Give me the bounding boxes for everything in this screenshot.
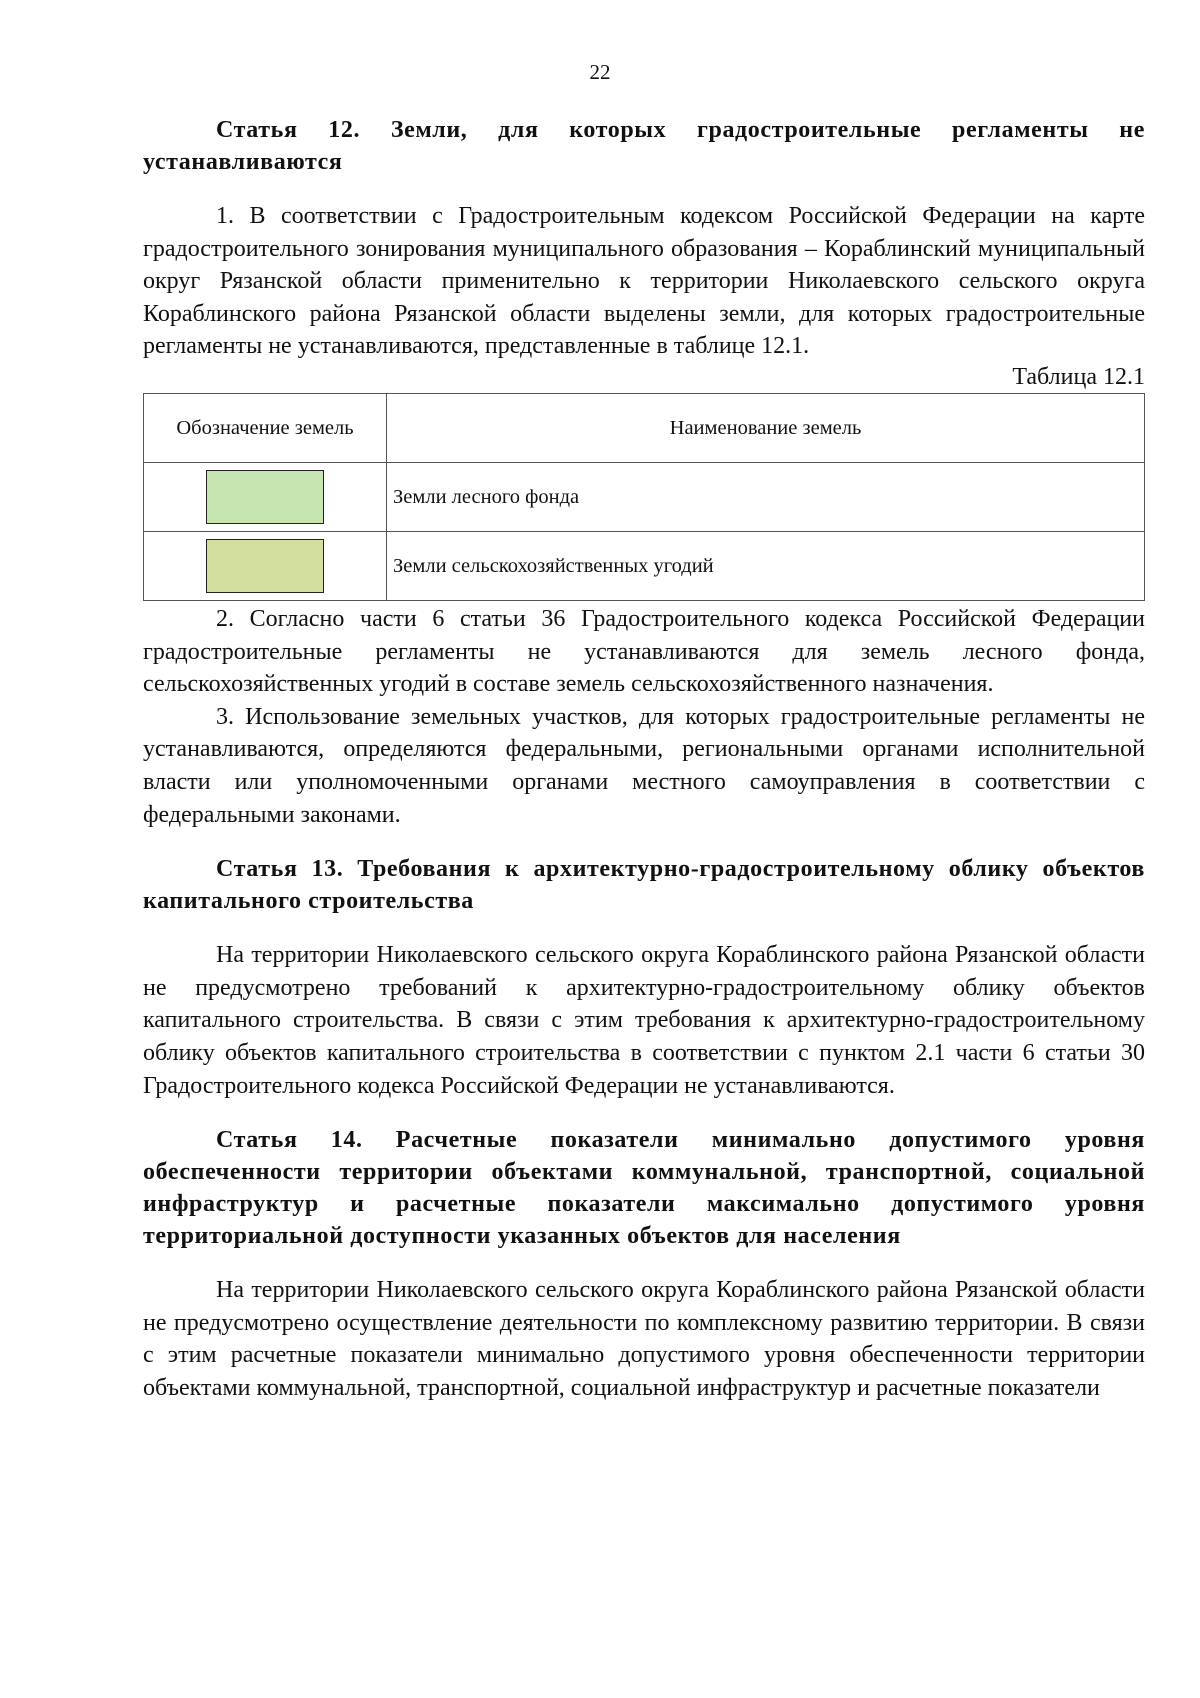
article-14-heading: Статья 14. Расчетные показатели минимально допустимого уровня обеспеченности территории объектами коммунальной, транспортной, социальной инфраструктур и расчетные показатели максимально допустимого уровня территориальной доступности указанных объектов для населения: [143, 1127, 1145, 1250]
symbol-cell: [144, 531, 387, 600]
symbol-cell: [144, 462, 387, 531]
article-13-paragraph: На территории Николаевского сельского округа Кораблинского района Рязанской области не предусмотрено требований к архитектурно-градостроительному облику объектов капитального строительства. В связи с этим требования к архитектурно-градостроительному облику объектов капитального строительства в соответствии с пунктом 2.1 части 6 статьи 30 Градостроительного кодекса Российской Федерации не устанавливаются.: [143, 942, 1145, 1099]
table-header-row: [144, 393, 1145, 462]
table-caption: Таблица 12.1: [1012, 363, 1145, 390]
forest-land-swatch: [206, 470, 324, 524]
lands-table: [143, 393, 1145, 601]
page-number: 22: [589, 60, 611, 84]
article-13-heading: Статья 13. Требования к архитектурно-градостроительному облику объектов капитального строительства: [143, 856, 1145, 915]
agricultural-land-swatch: [206, 539, 324, 593]
article-12-heading: Статья 12. Земли, для которых градостроительные регламенты не устанавливаются: [143, 117, 1145, 175]
article-12-paragraph-3: 3. Использование земельных участков, для которых градостроительные регламенты не устанавливаются, определяются федеральными, региональными органами исполнительной власти или уполномоченными органами местного самоуправления в соответствии с федеральными законами.: [143, 703, 1145, 828]
article-12-paragraph-1: 1. В соответствии с Градостроительным кодексом Российской Федерации на карте градостроительного зонирования муниципального образования – Кораблинский муниципальный округ Рязанской области применительно к территории Николаевского сельского округа Кораблинского района Рязанской области выделены земли, для которых градостроительные регламенты не устанавливаются, представленные в таблице 12.1.: [143, 203, 1145, 360]
table-row: [144, 462, 1145, 531]
header-name: Наименование земель: [387, 393, 1145, 462]
name-cell: Земли лесного фонда: [387, 462, 1145, 531]
page-content: [143, 114, 1145, 1404]
article-14-paragraph: На территории Николаевского сельского округа Кораблинского района Рязанской области не предусмотрено осуществление деятельности по комплексному развитию территории. В связи с этим расчетные показатели минимально допустимого уровня обеспеченности территории объектами коммунальной, транспортной, социальной инфраструктур и расчетные показатели: [143, 1277, 1145, 1401]
header-symbol: Обозначение земель: [144, 393, 387, 462]
article-12-paragraph-2: 2. Согласно части 6 статьи 36 Градостроительного кодекса Российской Федерации градостроительные регламенты не устанавливаются для земель лесного фонда, сельскохозяйственных угодий в составе земель сельскохозяйственного назначения.: [143, 605, 1145, 698]
name-cell: Земли сельскохозяйственных угодий: [387, 531, 1145, 600]
table-row: [144, 531, 1145, 600]
